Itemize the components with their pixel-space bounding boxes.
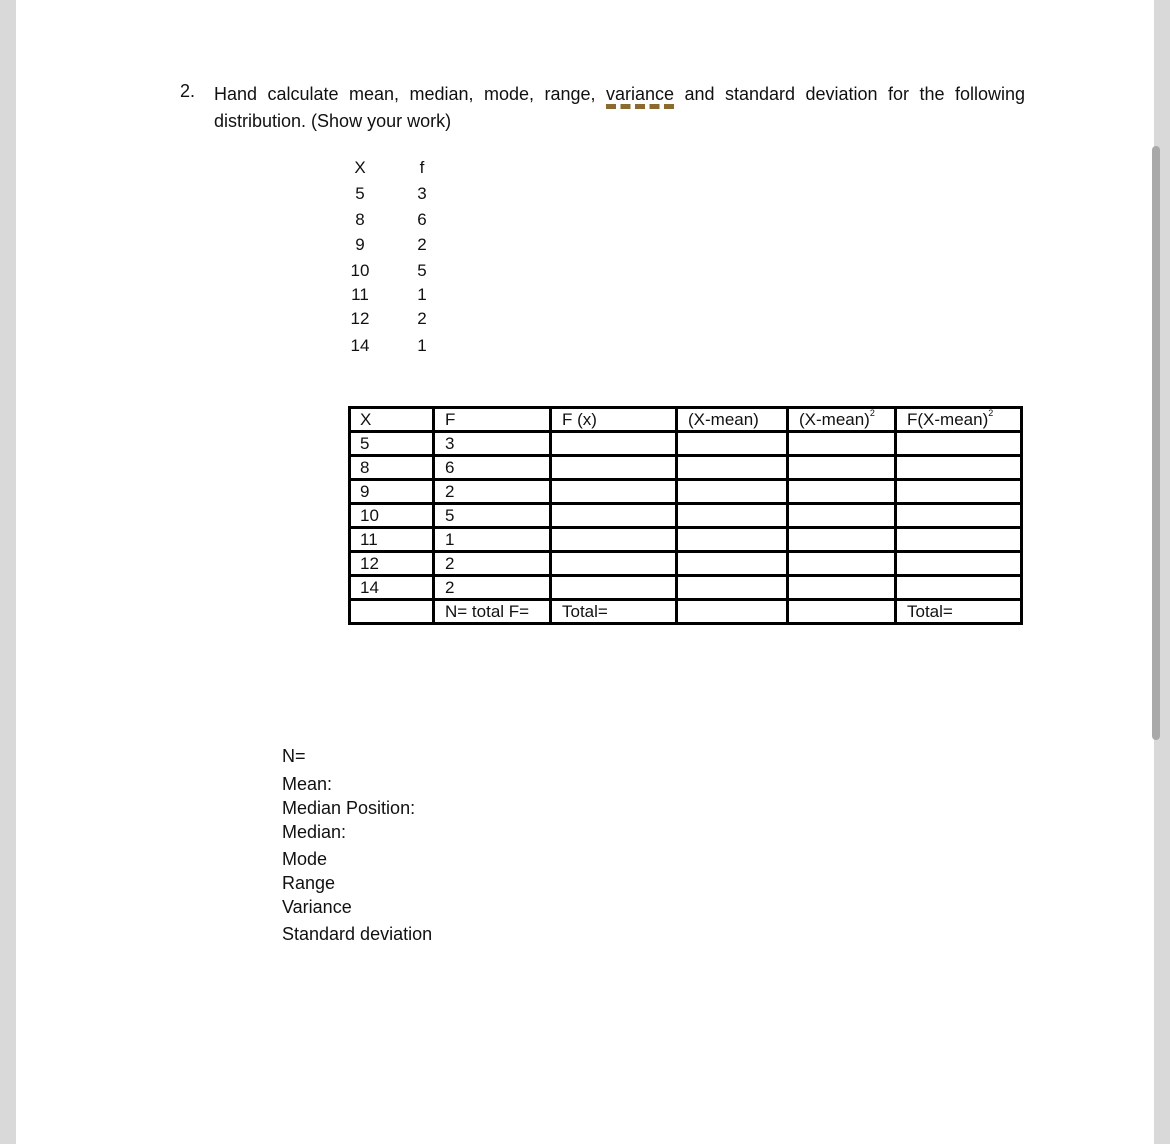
distribution-f: 6	[417, 210, 427, 229]
table-row	[350, 576, 1022, 600]
cell-f-deviation-squared[interactable]	[896, 432, 1022, 456]
cell-fx[interactable]	[551, 504, 677, 528]
cell-deviation[interactable]	[677, 552, 788, 576]
total-n-label: N= total F=	[434, 600, 551, 624]
cell-fx[interactable]	[551, 456, 677, 480]
cell-deviation[interactable]	[677, 504, 788, 528]
cell-f: 2	[434, 552, 551, 576]
cell-deviation-squared[interactable]	[788, 504, 896, 528]
header-f-deviation-squared	[896, 408, 1022, 432]
cell-f-deviation-squared[interactable]	[896, 456, 1022, 480]
cell-f: 1	[434, 528, 551, 552]
cell-f: 5	[434, 504, 551, 528]
cell-x: 14	[350, 576, 434, 600]
cell-fx[interactable]	[551, 432, 677, 456]
cell-x: 12	[350, 552, 434, 576]
cell-deviation[interactable]	[677, 456, 788, 480]
cell-f-deviation-squared[interactable]	[896, 480, 1022, 504]
cell-deviation-squared[interactable]	[788, 432, 896, 456]
question-text-part-2: and standard deviation for the following distribution. (Show your work)	[214, 84, 1025, 131]
distribution-f: 2	[417, 235, 427, 254]
cell-fx[interactable]	[551, 528, 677, 552]
answer-mean-label: Mean:	[282, 774, 333, 794]
cell-x: 11	[350, 528, 434, 552]
cell-f-deviation-squared[interactable]	[896, 528, 1022, 552]
header-x: X	[350, 408, 434, 432]
spellcheck-flagged-word[interactable]: variance	[606, 84, 674, 109]
answer-range-label: Range	[282, 873, 336, 893]
cell-f-deviation-squared[interactable]	[896, 552, 1022, 576]
total-fx-label: Total=	[551, 600, 677, 624]
cell-f: 2	[434, 576, 551, 600]
cell-f: 6	[434, 456, 551, 480]
total-deviation-empty	[677, 600, 788, 624]
distribution-header-f: f	[419, 158, 425, 177]
distribution-f: 1	[417, 336, 427, 355]
cell-f: 2	[434, 480, 551, 504]
cell-deviation-squared[interactable]	[788, 528, 896, 552]
distribution-header-x: X	[354, 158, 366, 177]
cell-x: 5	[350, 432, 434, 456]
cell-f: 3	[434, 432, 551, 456]
distribution-f: 1	[417, 285, 427, 304]
answer-std-dev-label: Standard deviation	[282, 924, 433, 944]
distribution-x: 5	[355, 184, 365, 203]
cell-x: 8	[350, 456, 434, 480]
total-deviation-squared-empty	[788, 600, 896, 624]
answer-median-label: Median:	[282, 822, 347, 842]
answer-median-position-label: Median Position:	[282, 798, 416, 818]
cell-deviation-squared[interactable]	[788, 576, 896, 600]
superscript-2: 2	[869, 408, 875, 418]
cell-f-deviation-squared[interactable]	[896, 504, 1022, 528]
table-row	[350, 480, 1022, 504]
table-totals-row	[350, 600, 1022, 624]
table-row	[350, 504, 1022, 528]
question-text	[214, 81, 1025, 135]
cell-x: 10	[350, 504, 434, 528]
header-fx: F (x)	[551, 408, 677, 432]
table-row	[350, 432, 1022, 456]
header-deviation-squared	[788, 408, 896, 432]
cell-deviation-squared[interactable]	[788, 552, 896, 576]
cell-deviation[interactable]	[677, 576, 788, 600]
cell-x-empty	[350, 600, 434, 624]
distribution-f: 5	[417, 261, 427, 280]
header-f: F	[434, 408, 551, 432]
header-f-deviation-squared-label: F(X-mean)	[907, 410, 989, 429]
cell-f-deviation-squared[interactable]	[896, 576, 1022, 600]
cell-deviation-squared[interactable]	[788, 480, 896, 504]
vertical-scrollbar[interactable]	[1152, 146, 1160, 740]
cell-fx[interactable]	[551, 576, 677, 600]
cell-fx[interactable]	[551, 480, 677, 504]
table-row	[350, 528, 1022, 552]
cell-deviation[interactable]	[677, 480, 788, 504]
distribution-x: 11	[351, 285, 369, 304]
question-text-part-1: Hand calculate mean, median, mode, range,	[214, 84, 606, 104]
answer-mode-label: Mode	[282, 849, 328, 869]
table-row	[350, 456, 1022, 480]
distribution-x: 12	[350, 309, 370, 328]
distribution-x: 14	[350, 336, 370, 355]
total-f-deviation-squared-label: Total=	[896, 600, 1022, 624]
superscript-2: 2	[988, 408, 994, 418]
table-row	[350, 552, 1022, 576]
question-number: 2.	[180, 81, 196, 101]
header-deviation: (X-mean)	[677, 408, 788, 432]
cell-deviation[interactable]	[677, 528, 788, 552]
header-deviation-squared-label: (X-mean)	[799, 410, 870, 429]
cell-deviation-squared[interactable]	[788, 456, 896, 480]
distribution-x: 8	[355, 210, 365, 229]
table-header-row	[350, 408, 1022, 432]
answer-n-label: N=	[282, 746, 306, 766]
cell-deviation[interactable]	[677, 432, 788, 456]
cell-x: 9	[350, 480, 434, 504]
distribution-f: 3	[417, 184, 427, 203]
distribution-f: 2	[417, 309, 427, 328]
cell-fx[interactable]	[551, 552, 677, 576]
answer-variance-label: Variance	[282, 897, 352, 917]
distribution-x: 9	[355, 235, 365, 254]
distribution-x: 10	[350, 261, 370, 280]
calculation-table	[348, 406, 1023, 625]
